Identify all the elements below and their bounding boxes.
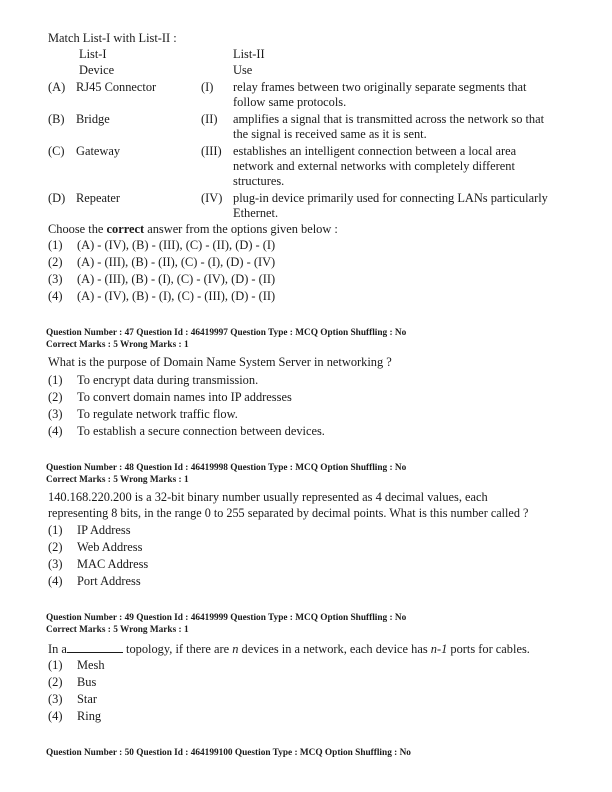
- question-marks: Correct Marks : 5 Wrong Marks : 1: [46, 625, 189, 635]
- option-text[interactable]: (A) - (III), (B) - (I), (C) - (IV), (D) - (II): [77, 272, 276, 286]
- option-number: (1): [48, 238, 63, 252]
- option-number: (3): [48, 557, 63, 571]
- option-text[interactable]: (A) - (IV), (B) - (I), (C) - (III), (D) - (II): [77, 289, 276, 303]
- right-item-num: (II): [201, 112, 218, 126]
- option-number: (4): [48, 709, 63, 723]
- left-item-device: Repeater: [76, 191, 121, 205]
- option-text[interactable]: Mesh: [77, 658, 105, 672]
- question-marks: Correct Marks : 5 Wrong Marks : 1: [46, 340, 189, 350]
- right-item-use-line: amplifies a signal that is transmitted across the network so that: [233, 112, 545, 126]
- option-number: (1): [48, 523, 63, 537]
- option-number: (3): [48, 407, 63, 421]
- option-number: (4): [48, 289, 63, 303]
- option-text[interactable]: (A) - (III), (B) - (II), (C) - (I), (D) - (IV): [77, 255, 276, 269]
- right-item-use-line: network and external networks with completely different: [233, 159, 515, 173]
- left-item-device: Bridge: [76, 112, 110, 126]
- option-text[interactable]: To encrypt data during transmission.: [77, 373, 259, 387]
- option-text[interactable]: Star: [77, 692, 97, 706]
- question-text-line: representing 8 bits, in the range 0 to 255 separated by decimal points. What is this number called ?: [48, 506, 529, 520]
- question-meta: Question Number : 47 Question Id : 46419997 Question Type : MCQ Option Shuffling : No: [46, 328, 407, 338]
- option-text[interactable]: Bus: [77, 675, 97, 689]
- list2-title: List-II: [233, 47, 265, 61]
- question-text: In a topology, if there are n devices in a network, each device has n-1 ports for cables.: [48, 642, 530, 656]
- option-text[interactable]: MAC Address: [77, 557, 149, 571]
- question-meta: Question Number : 49 Question Id : 46419999 Question Type : MCQ Option Shuffling : No: [46, 613, 407, 623]
- option-text[interactable]: To regulate network traffic flow.: [77, 407, 238, 421]
- right-item-use-line: structures.: [233, 174, 285, 188]
- question-marks: Correct Marks : 5 Wrong Marks : 1: [46, 475, 189, 485]
- match-instruction: Match List-I with List-II :: [48, 31, 177, 45]
- question-meta: Question Number : 48 Question Id : 46419998 Question Type : MCQ Option Shuffling : No: [46, 463, 407, 473]
- left-item-num: (D): [48, 191, 66, 205]
- left-item-num: (C): [48, 144, 65, 158]
- right-item-use-line: establishes an intelligent connection between a local area: [233, 144, 517, 158]
- option-text[interactable]: (A) - (IV), (B) - (III), (C) - (II), (D) - (I): [77, 238, 276, 252]
- option-number: (4): [48, 424, 63, 438]
- option-text[interactable]: Web Address: [77, 540, 143, 554]
- option-text[interactable]: IP Address: [77, 523, 131, 537]
- option-number: (1): [48, 658, 63, 672]
- left-item-num: (A): [48, 80, 66, 94]
- list1-title: List-I: [79, 47, 107, 61]
- left-item-device: RJ45 Connector: [76, 80, 157, 94]
- right-item-use-line: Ethernet.: [233, 206, 279, 220]
- question-text-line: 140.168.220.200 is a 32-bit binary number usually represented as 4 decimal values, each: [48, 490, 488, 504]
- list2-subtitle: Use: [233, 63, 253, 77]
- option-text[interactable]: To establish a secure connection between devices.: [77, 424, 325, 438]
- option-number: (2): [48, 540, 63, 554]
- right-item-use-line: the signal is received same as it is sent.: [233, 127, 427, 141]
- option-text[interactable]: Port Address: [77, 574, 141, 588]
- option-number: (1): [48, 373, 63, 387]
- choose-instruction: Choose the correct answer from the options given below :: [48, 222, 338, 236]
- right-item-num: (III): [201, 144, 222, 158]
- left-item-device: Gateway: [76, 144, 121, 158]
- right-item-num: (I): [201, 80, 214, 94]
- list1-subtitle: Device: [79, 63, 115, 77]
- right-item-use-line: plug-in device primarily used for connecting LANs particularly: [233, 191, 548, 205]
- option-number: (4): [48, 574, 63, 588]
- option-number: (2): [48, 675, 63, 689]
- option-number: (3): [48, 272, 63, 286]
- question-meta: Question Number : 50 Question Id : 464199100 Question Type : MCQ Option Shuffling : No: [46, 748, 411, 758]
- question-text: What is the purpose of Domain Name System Server in networking ?: [48, 355, 392, 369]
- left-item-num: (B): [48, 112, 65, 126]
- option-number: (2): [48, 255, 63, 269]
- right-item-num: (IV): [201, 191, 223, 205]
- answer-blank: [67, 641, 123, 653]
- option-text[interactable]: To convert domain names into IP addresses: [77, 390, 292, 404]
- right-item-use-line: follow same protocols.: [233, 95, 347, 109]
- option-number: (2): [48, 390, 63, 404]
- option-text[interactable]: Ring: [77, 709, 102, 723]
- right-item-use-line: relay frames between two originally separate segments that: [233, 80, 527, 94]
- option-number: (3): [48, 692, 63, 706]
